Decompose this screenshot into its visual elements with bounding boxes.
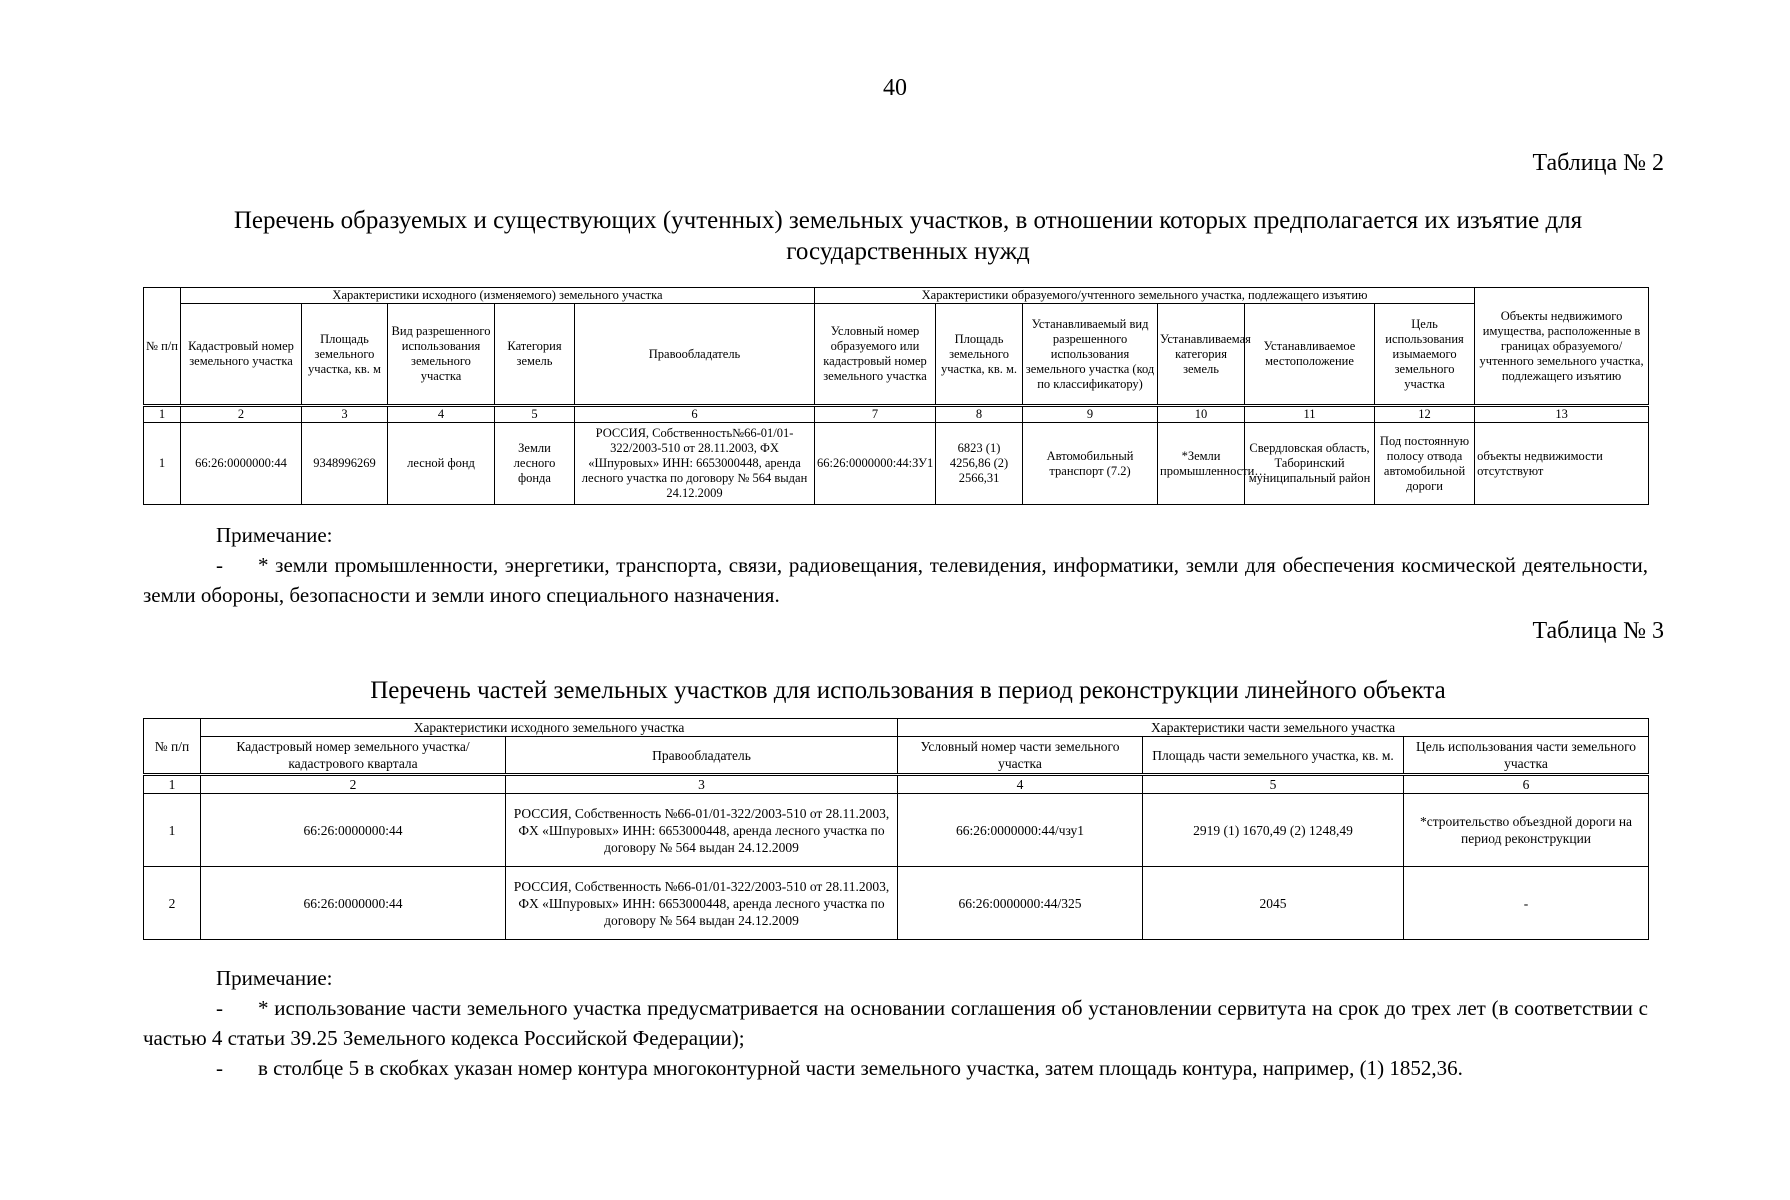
t3-col-number: 1 <box>144 775 201 794</box>
t3-cell-area: 2045 <box>1143 867 1404 940</box>
t3-header-part-number: Условный номер части земельного участка <box>898 737 1143 775</box>
t2-header-use: Вид разрешенного использования земельного участка <box>388 304 495 406</box>
t2-col-number: 3 <box>302 406 388 423</box>
note1-dash: - <box>216 553 223 577</box>
t2-cell-purpose: Под постоянную полосу отвода автомобильной дороги <box>1375 423 1475 505</box>
t3-group-source: Характеристики исходного земельного участка <box>201 719 898 737</box>
t2-header-category: Категория земель <box>495 304 575 406</box>
note2-item <box>143 1053 1648 1083</box>
t2-col-number: 6 <box>575 406 815 423</box>
t2-header-new-use: Устанавливаемый вид разрешенного использования земельного участка (код по классификатору) <box>1023 304 1158 406</box>
t2-col-number: 13 <box>1475 406 1649 423</box>
t2-col-number: 7 <box>815 406 936 423</box>
t3-cell-cadastral: 66:26:0000000:44 <box>201 867 506 940</box>
t3-header-num: № п/п <box>144 719 201 775</box>
t3-cell-area: 2919 (1) 1670,49 (2) 1248,49 <box>1143 794 1404 867</box>
t2-header-new-area: Площадь земельного участка, кв. м. <box>936 304 1023 406</box>
note1-item <box>143 550 1648 610</box>
t3-cell-owner: РОССИЯ, Собственность №66-01/01-322/2003-510 от 28.11.2003, ФХ «Шпуровых» ИНН: 6653000448, аренда лесного участка по договору № 564 выдан 24.12.2009 <box>506 794 898 867</box>
t3-col-number: 2 <box>201 775 506 794</box>
t2-col-number: 1 <box>144 406 181 423</box>
t2-cell-new-category: *Земли промышленности… <box>1158 423 1245 505</box>
t3-col-number: 6 <box>1404 775 1649 794</box>
t2-header-new-number: Условный номер образуемого или кадастровый номер земельного участка <box>815 304 936 406</box>
t2-cell-new-number: 66:26:0000000:44:ЗУ1 <box>815 423 936 505</box>
t2-col-number: 10 <box>1158 406 1245 423</box>
t3-header-cadastral: Кадастровый номер земельного участка/кадастрового квартала <box>201 737 506 775</box>
t2-cell-num: 1 <box>144 423 181 505</box>
note2 <box>143 963 1648 1083</box>
t2-col-number: 11 <box>1245 406 1375 423</box>
note2-item <box>143 993 1648 1053</box>
t2-header-location: Устанавливаемое местоположение <box>1245 304 1375 406</box>
t2-cell-new-use: Автомобильный транспорт (7.2) <box>1023 423 1158 505</box>
t2-group-source: Характеристики исходного (изменяемого) земельного участка <box>181 288 815 304</box>
note1-text: * земли промышленности, энергетики, транспорта, связи, радиовещания, телевидения, информатики, земли для обеспечения космической деятельности, земли обороны, безопасности и земли иного специального назначения. <box>143 553 1648 607</box>
table2 <box>143 287 1649 505</box>
t2-header-cadastral: Кадастровый номер земельного участка <box>181 304 302 406</box>
t3-col-number: 5 <box>1143 775 1404 794</box>
table3 <box>143 718 1649 940</box>
t3-col-number: 4 <box>898 775 1143 794</box>
t2-col-number: 5 <box>495 406 575 423</box>
note2-text: в столбце 5 в скобках указан номер контура многоконтурной части земельного участка, затем площадь контура, например, (1) 1852,36. <box>258 1056 1463 1080</box>
t3-cell-part-number: 66:26:0000000:44/325 <box>898 867 1143 940</box>
table2-title: Перечень образуемых и существующих (учтенных) земельных участков, в отношении которых предполагается их изъятие для государственных нужд <box>233 207 1583 265</box>
note2-dash: - <box>216 996 223 1020</box>
t2-cell-use: лесной фонд <box>388 423 495 505</box>
t2-group-target: Характеристики образуемого/учтенного земельного участка, подлежащего изъятию <box>815 288 1475 304</box>
t2-header-num: № п/п <box>144 288 181 406</box>
t2-cell-category: Земли лесного фонда <box>495 423 575 505</box>
table3-title: Перечень частей земельных участков для использования в период реконструкции линейного объекта <box>370 677 1446 704</box>
t2-header-owner: Правообладатель <box>575 304 815 406</box>
t2-cell-owner: РОССИЯ, Собственность№66-01/01-322/2003-510 от 28.11.2003, ФХ «Шпуровых» ИНН: 6653000448, аренда лесного участка по договору № 564 выдан 24.12.2009 <box>575 423 815 505</box>
t3-cell-part-number: 66:26:0000000:44/чзу1 <box>898 794 1143 867</box>
t2-cell-location: Свердловская область, Таборинский муниципальный район <box>1245 423 1375 505</box>
t3-cell-owner: РОССИЯ, Собственность №66-01/01-322/2003-510 от 28.11.2003, ФХ «Шпуровых» ИНН: 6653000448, аренда лесного участка по договору № 564 выдан 24.12.2009 <box>506 867 898 940</box>
t2-col-number: 8 <box>936 406 1023 423</box>
note1 <box>143 520 1648 610</box>
t2-cell-cadastral: 66:26:0000000:44 <box>181 423 302 505</box>
page-number: 40 <box>883 75 907 101</box>
t3-cell-purpose: *строительство объездной дороги на период реконструкции <box>1404 794 1649 867</box>
t3-header-purpose: Цель использования части земельного участка <box>1404 737 1649 775</box>
t3-cell-cadastral: 66:26:0000000:44 <box>201 794 506 867</box>
t2-header-new-category: Устанавливаемая категория земель <box>1158 304 1245 406</box>
t3-cell-purpose: - <box>1404 867 1649 940</box>
t3-header-owner: Правообладатель <box>506 737 898 775</box>
t2-cell-area: 9348996269 <box>302 423 388 505</box>
t3-col-number: 3 <box>506 775 898 794</box>
t2-col-number: 9 <box>1023 406 1158 423</box>
table-row <box>144 867 1649 940</box>
table-row <box>144 423 1649 505</box>
t3-header-area: Площадь части земельного участка, кв. м. <box>1143 737 1404 775</box>
t2-col-number: 12 <box>1375 406 1475 423</box>
table-row <box>144 794 1649 867</box>
note2-dash: - <box>216 1056 223 1080</box>
t3-group-target: Характеристики части земельного участка <box>898 719 1649 737</box>
t3-cell-num: 2 <box>144 867 201 940</box>
t3-cell-num: 1 <box>144 794 201 867</box>
t2-header-area: Площадь земельного участка, кв. м <box>302 304 388 406</box>
t2-cell-objects: объекты недвижимости отсутствуют <box>1475 423 1649 505</box>
t2-header-objects: Объекты недвижимого имущества, расположенные в границах образуемого/учтенного земельного участка, подлежащего изъятию <box>1475 288 1649 406</box>
table2-label: Таблица № 2 <box>1532 150 1664 176</box>
t2-col-number: 2 <box>181 406 302 423</box>
t2-header-purpose: Цель использования изымаемого земельного участка <box>1375 304 1475 406</box>
table3-label: Таблица № 3 <box>1532 618 1664 644</box>
t2-cell-new-area: 6823 (1) 4256,86 (2) 2566,31 <box>936 423 1023 505</box>
note2-heading: Примечание: <box>216 966 333 990</box>
note2-text: * использование части земельного участка предусматривается на основании соглашения об установлении сервитута на срок до трех лет (в соответствии с частью 4 статьи 39.25 Земельного кодекса Российской Федерации); <box>143 996 1648 1050</box>
note1-heading: Примечание: <box>216 523 333 547</box>
t2-col-number: 4 <box>388 406 495 423</box>
